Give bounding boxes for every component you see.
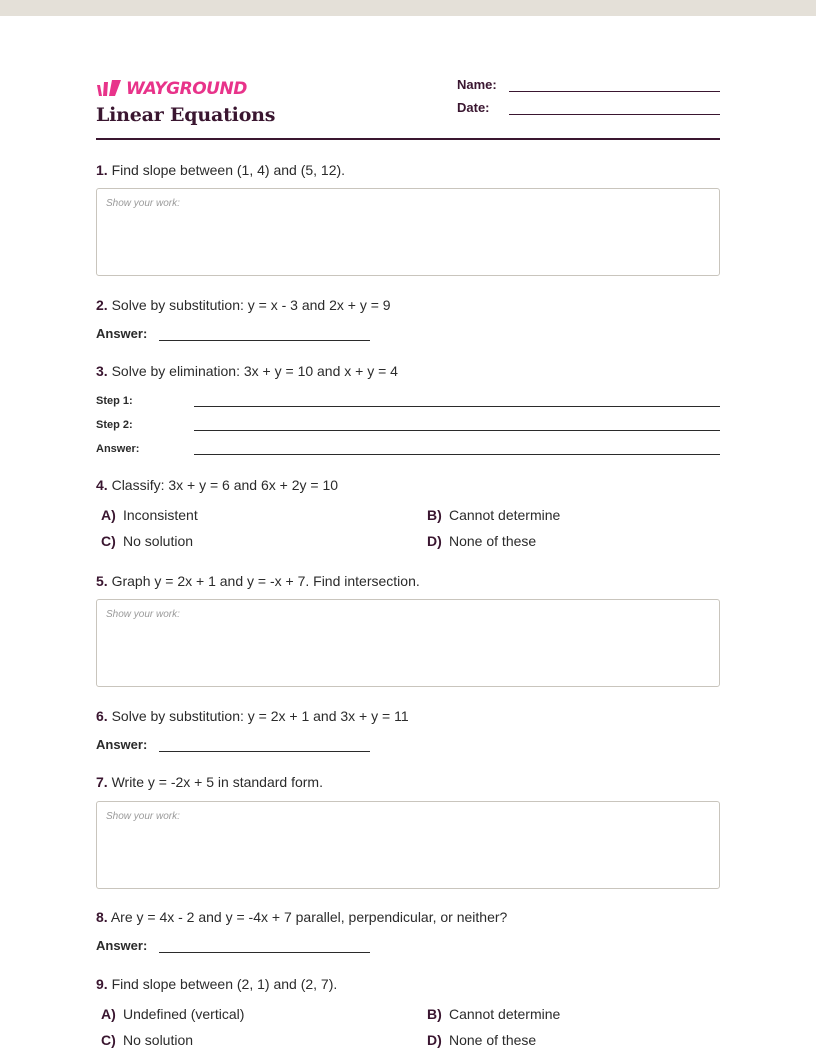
question-text: Find slope between (1, 4) and (5, 12). — [111, 162, 346, 178]
option-c[interactable] — [101, 1032, 193, 1048]
step-2-field[interactable] — [96, 418, 720, 431]
option-text: Undefined (vertical) — [123, 1006, 245, 1022]
question-1 — [96, 162, 720, 178]
work-placeholder: Show your work: — [106, 198, 180, 209]
question-number: 8. — [96, 909, 108, 925]
step-line[interactable] — [194, 394, 720, 407]
option-letter: C) — [101, 1032, 116, 1048]
option-letter: A) — [101, 507, 116, 523]
option-text: No solution — [123, 533, 194, 549]
answer-label: Answer: — [96, 326, 148, 341]
header-divider — [96, 138, 720, 140]
question-9 — [96, 976, 720, 992]
question-text: Write y = -2x + 5 in standard form. — [111, 774, 323, 790]
work-box-5[interactable] — [96, 599, 720, 687]
question-6 — [96, 708, 720, 724]
option-d[interactable] — [427, 533, 536, 549]
option-letter: A) — [101, 1006, 116, 1022]
option-text: None of these — [449, 533, 537, 549]
step-label: Step 1: — [96, 395, 133, 407]
page-title: Linear Equations — [96, 104, 276, 126]
question-number: 5. — [96, 573, 108, 589]
question-text: Find slope between (2, 1) and (2, 7). — [111, 976, 338, 992]
answer-label: Answer: — [96, 737, 148, 752]
question-7 — [96, 774, 720, 790]
question-number: 2. — [96, 297, 108, 313]
option-a[interactable] — [101, 1006, 244, 1022]
question-number: 3. — [96, 363, 108, 379]
option-text: None of these — [449, 1032, 537, 1048]
answer-field-6[interactable] — [96, 737, 370, 752]
question-number: 6. — [96, 708, 108, 724]
answer-line[interactable] — [159, 939, 370, 953]
step-1-field[interactable] — [96, 394, 720, 407]
question-text: Solve by substitution: y = 2x + 1 and 3x + y = 11 — [111, 708, 409, 724]
step-answer-field[interactable] — [96, 442, 720, 455]
question-number: 4. — [96, 477, 108, 493]
option-letter: D) — [427, 533, 442, 549]
question-number: 9. — [96, 976, 108, 992]
option-b[interactable] — [427, 507, 560, 523]
name-line[interactable] — [509, 78, 720, 92]
work-placeholder: Show your work: — [106, 811, 180, 822]
date-line[interactable] — [509, 101, 720, 115]
option-letter: D) — [427, 1032, 442, 1048]
step-label: Step 2: — [96, 419, 133, 431]
name-field[interactable] — [457, 77, 720, 92]
option-text: Cannot determine — [449, 507, 561, 523]
step-line[interactable] — [194, 442, 720, 455]
name-label: Name: — [457, 77, 497, 92]
option-letter: C) — [101, 533, 116, 549]
step-line[interactable] — [194, 418, 720, 431]
question-3 — [96, 363, 720, 379]
question-2 — [96, 297, 720, 313]
question-8 — [96, 909, 720, 925]
answer-field-2[interactable] — [96, 326, 370, 341]
brand-name: WAYGROUND — [126, 79, 247, 99]
question-text: Classify: 3x + y = 6 and 6x + 2y = 10 — [111, 477, 339, 493]
date-field[interactable] — [457, 100, 720, 115]
option-text: Inconsistent — [123, 507, 198, 523]
step-label: Answer: — [96, 443, 140, 455]
work-box-7[interactable] — [96, 801, 720, 889]
question-number: 7. — [96, 774, 108, 790]
option-text: Cannot determine — [449, 1006, 561, 1022]
option-c[interactable] — [101, 533, 193, 549]
question-text: Graph y = 2x + 1 and y = -x + 7. Find intersection. — [111, 573, 420, 589]
question-text: Are y = 4x - 2 and y = -4x + 7 parallel, perpendicular, or neither? — [110, 909, 508, 925]
option-d[interactable] — [427, 1032, 536, 1048]
option-a[interactable] — [101, 507, 198, 523]
option-letter: B) — [427, 1006, 442, 1022]
question-text: Solve by elimination: 3x + y = 10 and x + y = 4 — [111, 363, 398, 379]
answer-label: Answer: — [96, 938, 148, 953]
option-text: No solution — [123, 1032, 194, 1048]
brand-mark-icon — [96, 79, 122, 99]
question-4 — [96, 477, 720, 493]
option-b[interactable] — [427, 1006, 560, 1022]
work-placeholder: Show your work: — [106, 609, 180, 620]
answer-line[interactable] — [159, 738, 370, 752]
top-strip — [0, 0, 816, 16]
answer-line[interactable] — [159, 327, 370, 341]
answer-field-8[interactable] — [96, 938, 370, 953]
work-box-1[interactable] — [96, 188, 720, 276]
option-letter: B) — [427, 507, 442, 523]
date-label: Date: — [457, 100, 490, 115]
brand-logo — [96, 79, 247, 99]
question-number: 1. — [96, 162, 108, 178]
question-text: Solve by substitution: y = x - 3 and 2x + y = 9 — [111, 297, 391, 313]
question-5 — [96, 573, 720, 589]
